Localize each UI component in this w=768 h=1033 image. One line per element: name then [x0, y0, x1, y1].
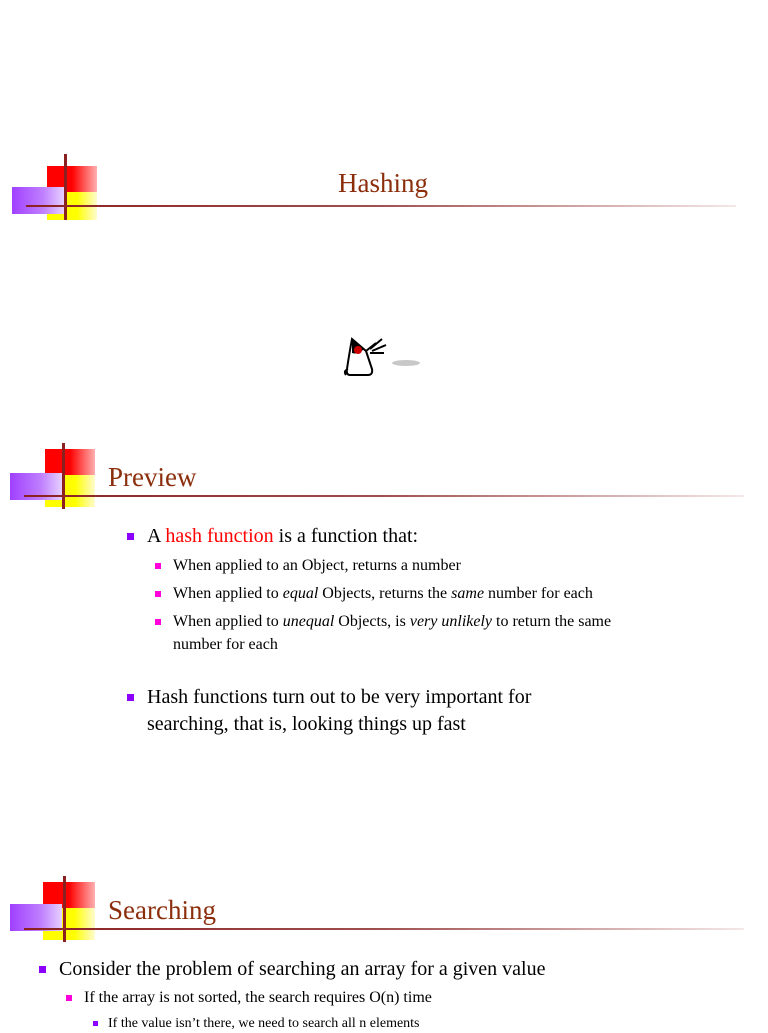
- slide-hashing: [0, 0, 768, 420]
- list-item: Consider the problem of searching an array for a given value: [59, 956, 739, 983]
- hash-function-term: hash function: [165, 525, 274, 547]
- list-item: When applied to equal Objects, returns the same number for each: [173, 582, 633, 605]
- list-item: Hash functions turn out to be very important for searching, that is, looking things up fast: [147, 684, 597, 738]
- list-item: If the value isn’t there, we need to search all n elements: [108, 1014, 708, 1033]
- slide-title: Searching: [108, 895, 216, 925]
- bullet-list: [59, 956, 739, 983]
- bullet-list: [147, 684, 597, 738]
- list-item: When applied to unequal Objects, is very unlikely to return the same number for each: [173, 610, 633, 656]
- list-item: A hash function is a function that:: [147, 523, 627, 550]
- sub-bullet-list: [84, 986, 724, 1009]
- sub-bullet-list: [173, 554, 633, 656]
- slide-searching: [0, 870, 768, 1031]
- list-item: When applied to an Object, returns a number: [173, 554, 633, 577]
- duke-mascot-icon: [340, 333, 422, 379]
- slide-title: Preview: [108, 462, 197, 492]
- slide-title: Hashing: [338, 168, 428, 198]
- slide-preview: [0, 440, 768, 840]
- list-item: If the array is not sorted, the search requires O(n) time: [84, 986, 724, 1009]
- bullet-list: [147, 523, 627, 550]
